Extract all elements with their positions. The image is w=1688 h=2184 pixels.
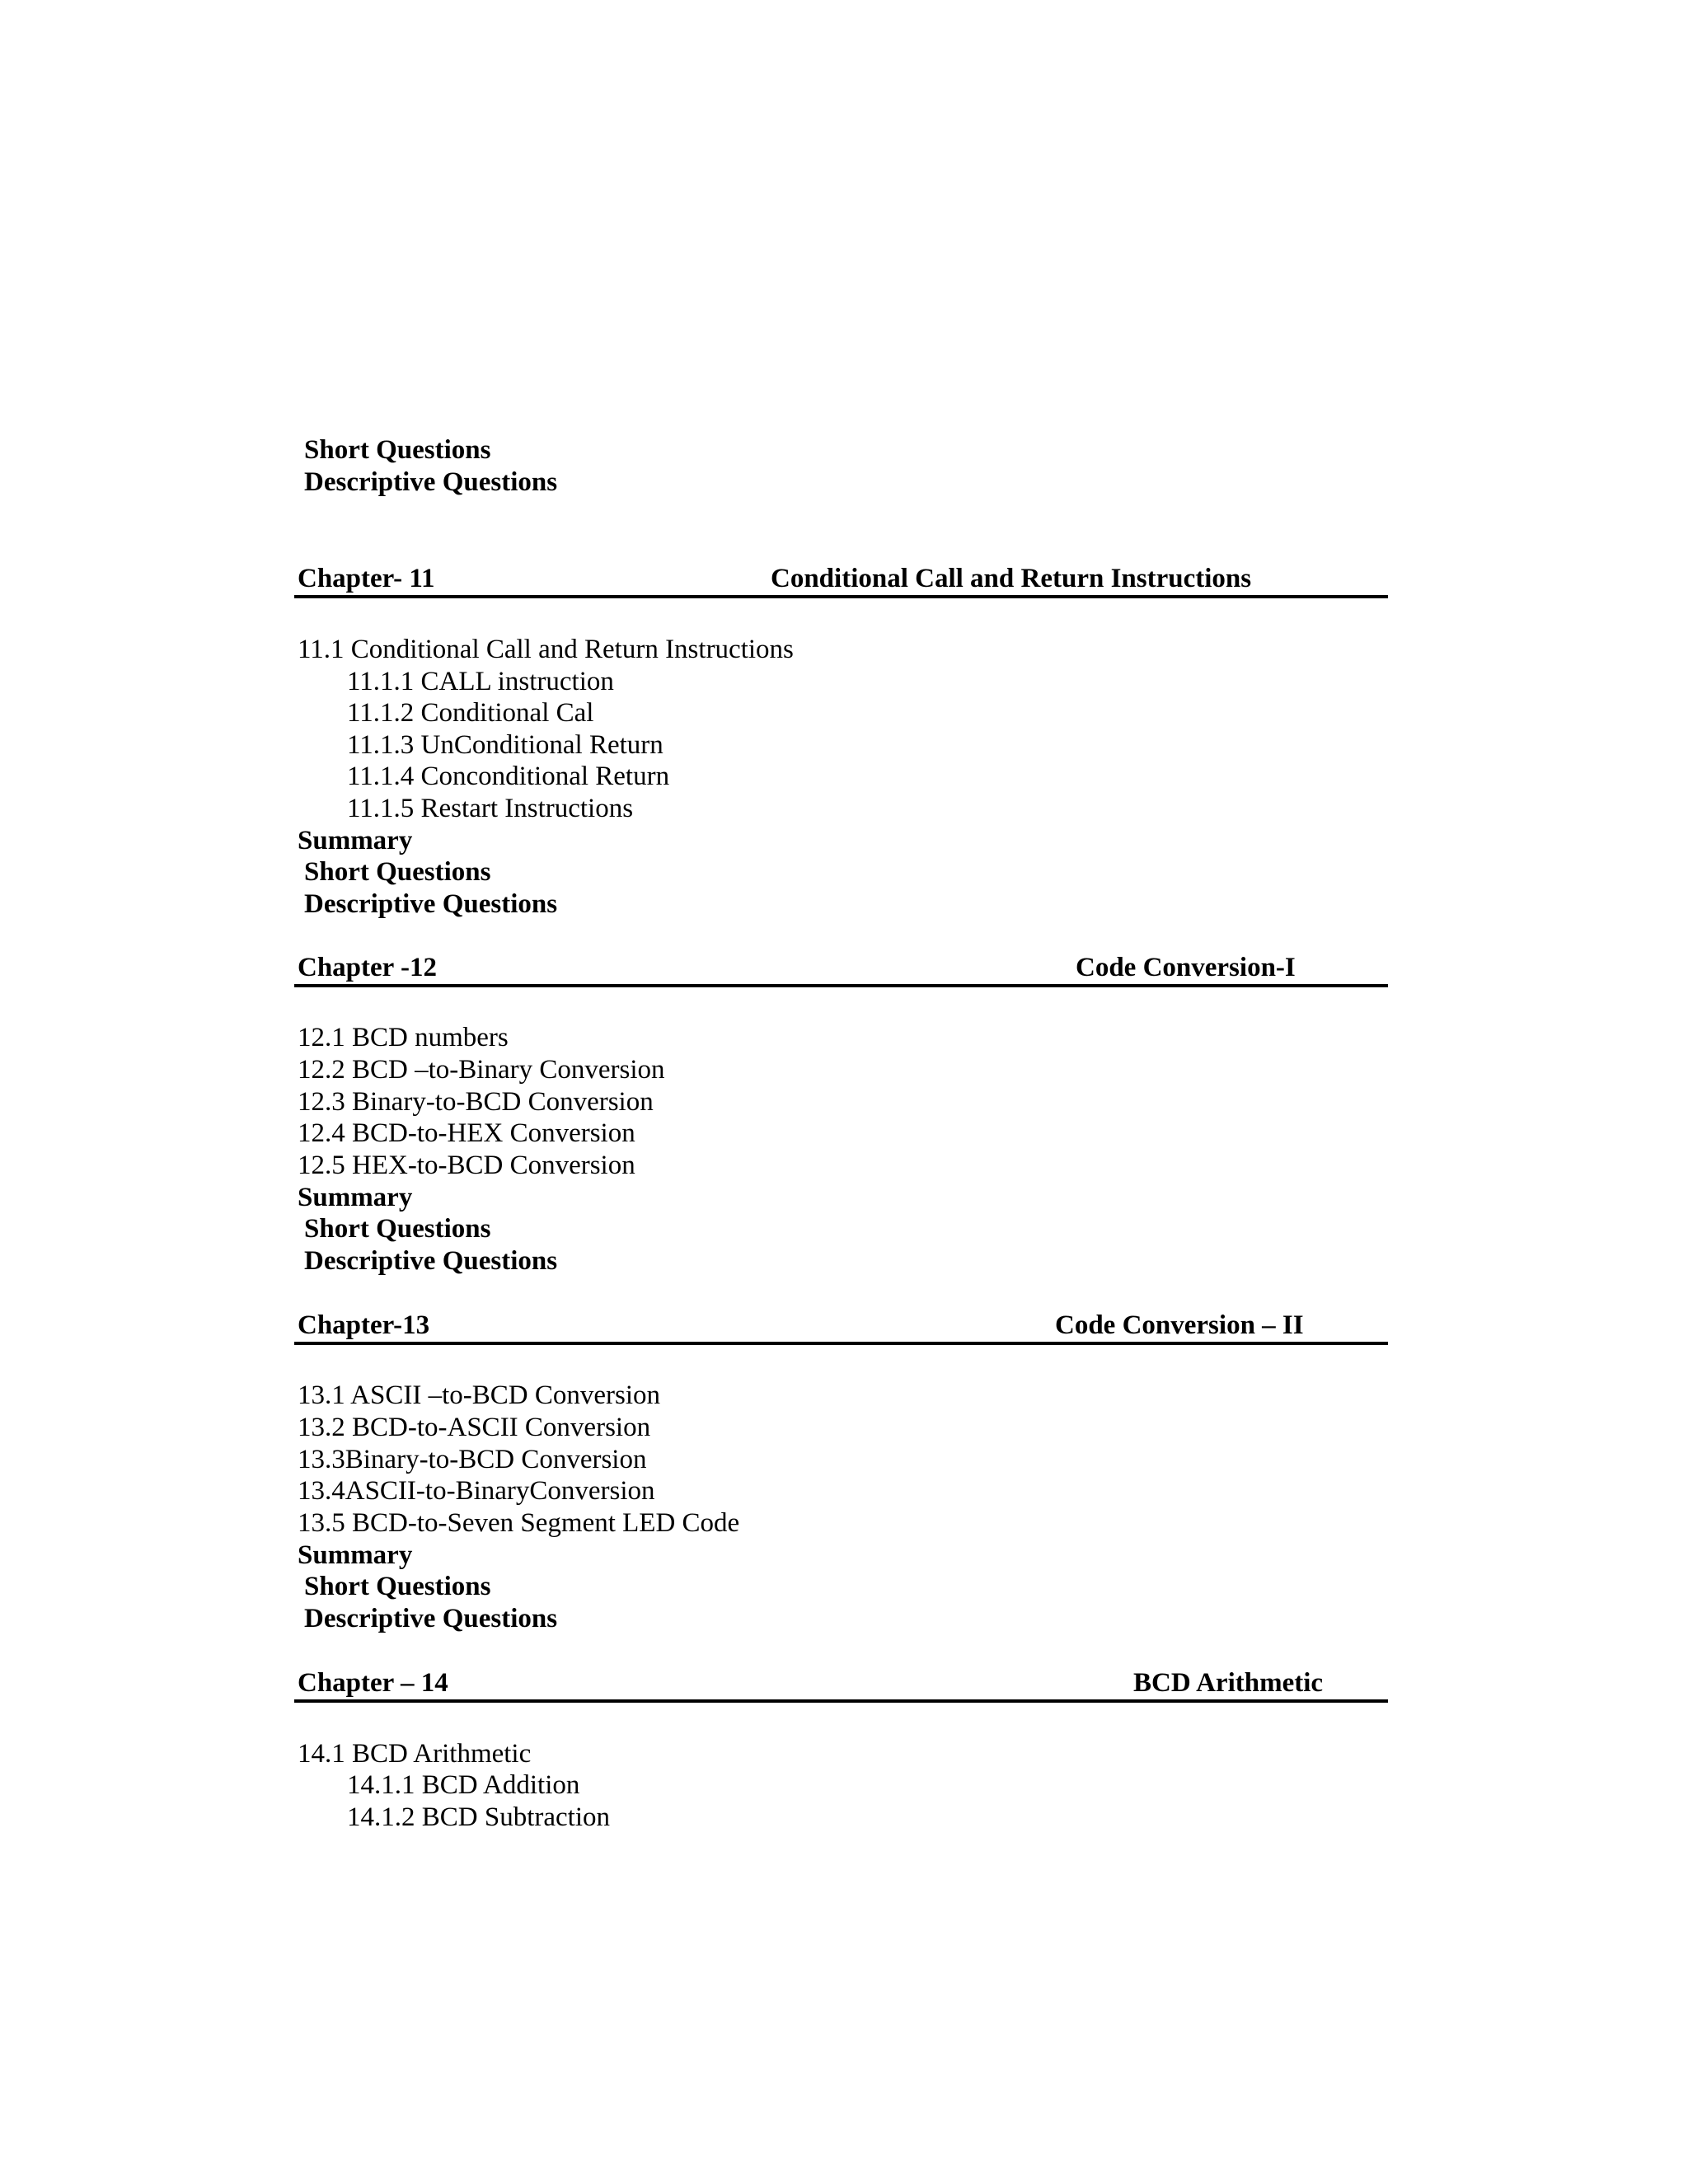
toc-item: 13.2 BCD-to-ASCII Conversion bbox=[298, 1413, 651, 1442]
toc-item: 13.1 ASCII –to-BCD Conversion bbox=[298, 1380, 661, 1410]
chapter-13-title: Code Conversion – II bbox=[1055, 1310, 1304, 1340]
chapter-11-title: Conditional Call and Return Instructions bbox=[771, 564, 1252, 593]
descriptive-questions-heading: Descriptive Questions bbox=[304, 1604, 558, 1633]
toc-item: 12.2 BCD –to-Binary Conversion bbox=[298, 1055, 665, 1085]
summary-heading: Summary bbox=[298, 1183, 413, 1212]
toc-item: 11.1.1 CALL instruction bbox=[347, 667, 614, 696]
short-questions-heading: Short Questions bbox=[304, 435, 491, 465]
toc-item: 14.1.2 BCD Subtraction bbox=[347, 1802, 610, 1832]
descriptive-questions-heading: Descriptive Questions bbox=[304, 467, 558, 497]
toc-item: 14.1.1 BCD Addition bbox=[347, 1770, 580, 1800]
chapter-14-rule bbox=[294, 1699, 1388, 1703]
toc-item: 11.1.5 Restart Instructions bbox=[347, 794, 634, 823]
toc-item: 12.1 BCD numbers bbox=[298, 1023, 509, 1052]
toc-item: 13.4ASCII-to-BinaryConversion bbox=[298, 1476, 655, 1506]
toc-item: 11.1 Conditional Call and Return Instructions bbox=[298, 635, 794, 664]
descriptive-questions-heading: Descriptive Questions bbox=[304, 889, 558, 919]
chapter-14-title: BCD Arithmetic bbox=[1133, 1668, 1324, 1698]
toc-item: 13.5 BCD-to-Seven Segment LED Code bbox=[298, 1508, 740, 1538]
summary-heading: Summary bbox=[298, 826, 413, 855]
chapter-12-title: Code Conversion-I bbox=[1076, 953, 1296, 982]
toc-item: 13.3Binary-to-BCD Conversion bbox=[298, 1445, 647, 1474]
chapter-11-label: Chapter- 11 bbox=[298, 564, 435, 593]
toc-item: 12.5 HEX-to-BCD Conversion bbox=[298, 1151, 635, 1180]
short-questions-heading: Short Questions bbox=[304, 1572, 491, 1601]
toc-item: 11.1.4 Conconditional Return bbox=[347, 762, 670, 791]
chapter-12-rule bbox=[294, 984, 1388, 987]
chapter-13-rule bbox=[294, 1342, 1388, 1345]
chapter-13-label: Chapter-13 bbox=[298, 1310, 430, 1340]
toc-item: 11.1.3 UnConditional Return bbox=[347, 730, 663, 760]
toc-item: 12.3 Binary-to-BCD Conversion bbox=[298, 1087, 654, 1117]
chapter-14-label: Chapter – 14 bbox=[298, 1668, 448, 1698]
summary-heading: Summary bbox=[298, 1540, 413, 1570]
short-questions-heading: Short Questions bbox=[304, 857, 491, 887]
descriptive-questions-heading: Descriptive Questions bbox=[304, 1246, 558, 1276]
short-questions-heading: Short Questions bbox=[304, 1214, 491, 1244]
toc-item: 12.4 BCD-to-HEX Conversion bbox=[298, 1118, 635, 1148]
chapter-11-rule bbox=[294, 595, 1388, 598]
chapter-12-label: Chapter -12 bbox=[298, 953, 437, 982]
toc-item: 11.1.2 Conditional Cal bbox=[347, 698, 594, 728]
toc-item: 14.1 BCD Arithmetic bbox=[298, 1739, 532, 1769]
